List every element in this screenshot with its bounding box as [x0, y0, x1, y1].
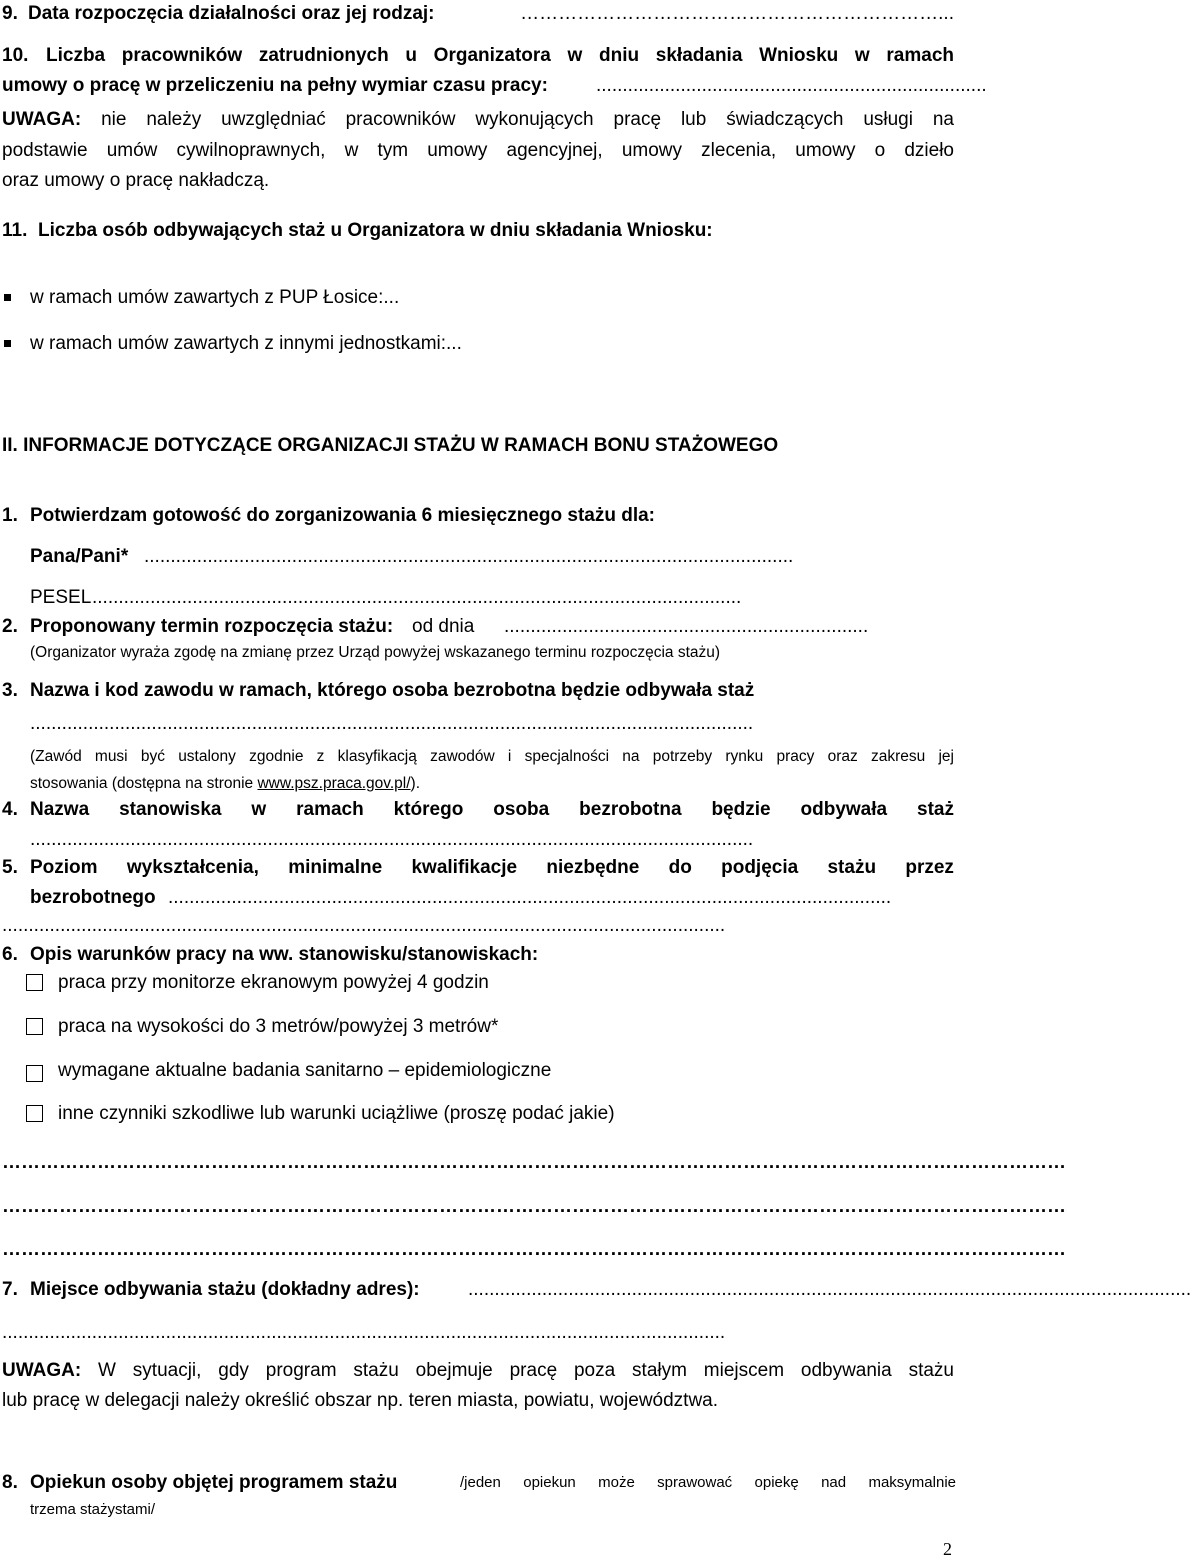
- q9-number: 9.: [2, 3, 18, 24]
- p6-number: 6.: [2, 944, 18, 965]
- p4-word: którego: [393, 799, 464, 820]
- p2-note-text: (Organizator wyraża zgodę na zmianę przez Urząd powyżej wskazanego terminu rozpoczęcia stażu): [30, 644, 721, 661]
- checkbox-icon[interactable]: [26, 974, 43, 991]
- q10-note-line1-text: nie należy uwzględniać pracowników wykonujących pracę lub świadczących usługi na: [101, 109, 954, 130]
- p7-note-line1-text: W sytuacji, gdy program stażu obejmuje pracę poza stałym miejscem odbywania stażu: [98, 1360, 954, 1381]
- p1-pesel-field[interactable]: ...........................................................................................................................: [92, 587, 742, 608]
- p6-answer-field-3[interactable]: ……………………………………………………………………………………………………………………………………………………: [2, 1239, 1066, 1260]
- p4-word: odbywała: [800, 799, 888, 820]
- p8-label: Opiekun osoby objętej programem stażu: [30, 1472, 398, 1493]
- p7-note1-text: [2, 1359, 954, 1383]
- q10-note-label: UWAGA:: [2, 109, 82, 130]
- p3-note2a: stosowania (dostępna na stronie: [30, 775, 254, 792]
- p1-label: Potwierdzam gotowość do zorganizowania 6 miesięcznego stażu dla:: [30, 505, 655, 526]
- p6-label: Opis warunków pracy na ww. stanowisku/stanowiskach:: [30, 944, 539, 965]
- p4-word: Nazwa: [30, 799, 90, 820]
- p2-od-label: od dnia: [412, 616, 475, 637]
- p6-option-2-label: praca na wysokości do 3 metrów/powyżej 3 metrów*: [58, 1016, 499, 1037]
- p7-number: 7.: [2, 1279, 18, 1300]
- p1-number: 1.: [2, 505, 18, 526]
- q11-number: 11.: [2, 220, 28, 241]
- p1-pesel-label: PESEL: [30, 587, 92, 608]
- p5-word: kwalifikacje: [411, 857, 518, 878]
- p8-number: 8.: [2, 1472, 18, 1493]
- q11-item1-text[interactable]: w ramach umów zawartych z PUP Łosice:...: [30, 287, 400, 308]
- q10-number: 10.: [2, 45, 29, 66]
- p8-note2: trzema stażystami/: [30, 1501, 156, 1518]
- p5-answer-field[interactable]: .........................................................................................................................................: [168, 887, 892, 908]
- p5-label-line2: bezrobotnego: [30, 887, 156, 908]
- p4-word: stanowiska: [119, 799, 222, 820]
- p5-word: przez: [905, 857, 954, 878]
- p8-note1: /jeden opiekun może sprawować opiekę nad maksymalnie: [460, 1474, 956, 1491]
- p4-number: 4.: [2, 799, 18, 820]
- p4-label: [30, 798, 954, 822]
- p3-number: 3.: [2, 680, 18, 701]
- q10-note-line3-text: oraz umowy o pracę nakładczą.: [2, 170, 270, 191]
- p6-answer-field-1[interactable]: ……………………………………………………………………………………………………………………………………………………: [2, 1152, 1066, 1173]
- q10-label-line2: umowy o pracę w przeliczeniu na pełny wymiar czasu pracy:: [2, 75, 548, 96]
- checkbox-icon[interactable]: [26, 1105, 43, 1122]
- p4-word: staż: [917, 799, 954, 820]
- p5-word: Poziom: [30, 857, 98, 878]
- bullet-icon: [4, 340, 11, 347]
- p5-answer-field-2[interactable]: .........................................................................................................................................: [2, 915, 726, 936]
- p6-option-3-label: wymagane aktualne badania sanitarno – epidemiologiczne: [58, 1060, 552, 1081]
- p5-word: niezbędne: [546, 857, 640, 878]
- p2-number: 2.: [2, 616, 18, 637]
- p4-word: osoba: [493, 799, 550, 820]
- q10-label-line1: Liczba pracowników zatrudnionych u Organizatora w dniu składania Wniosku w ramach: [46, 45, 954, 66]
- p5-number: 5.: [2, 857, 18, 878]
- p3-label: Nazwa i kod zawodu w ramach, którego osoba bezrobotna będzie odbywała staż: [30, 680, 755, 701]
- p4-answer-field[interactable]: .........................................................................................................................................: [30, 829, 754, 850]
- q9-answer-field[interactable]: …………………………………………………………...: [520, 3, 954, 24]
- p4-word: bezrobotna: [579, 799, 682, 820]
- p7-answer-field-2[interactable]: .........................................................................................................................................: [2, 1322, 726, 1343]
- p5-word: wykształcenia,: [126, 857, 259, 878]
- checkbox-icon[interactable]: [26, 1065, 43, 1082]
- p7-note-label: UWAGA:: [2, 1360, 82, 1381]
- p2-label: Proponowany termin rozpoczęcia stażu:: [30, 616, 394, 637]
- p6-answer-field-2[interactable]: ……………………………………………………………………………………………………………………………………………………: [2, 1196, 1066, 1217]
- section2-title-text: II. INFORMACJE DOTYCZĄCE ORGANIZACJI STAŻU W RAMACH BONU STAŻOWEGO: [2, 435, 779, 456]
- p7-note2-text: lub pracę w delegacji należy określić obszar np. teren miasta, powiatu, województwa.: [2, 1390, 719, 1411]
- psz-link[interactable]: www.psz.praca.gov.pl/: [257, 775, 411, 792]
- q11-item2-text[interactable]: w ramach umów zawartych z innymi jednostkami:...: [30, 333, 462, 354]
- p5-word: minimalne: [288, 857, 383, 878]
- p7-answer-field[interactable]: .........................................................................................................................................: [468, 1279, 1191, 1300]
- p2-date-field[interactable]: .....................................................................: [504, 616, 869, 637]
- p5-word: do: [668, 857, 692, 878]
- p6-option-1-label: praca przy monitorze ekranowym powyżej 4 godzin: [58, 972, 489, 993]
- p5-word: podjęcia: [721, 857, 799, 878]
- p1-pana-field[interactable]: ...........................................................................................................................: [144, 546, 794, 567]
- q10-note-line2-text: podstawie umów cywilnoprawnych, w tym umowy agencyjnej, umowy zlecenia, umowy o dzieło: [2, 140, 954, 161]
- p5-word: stażu: [827, 857, 877, 878]
- p1-pana-label: Pana/Pani*: [30, 546, 129, 567]
- checkbox-icon[interactable]: [26, 1018, 43, 1035]
- p4-word: w: [251, 799, 267, 820]
- p3-note2-text: [30, 773, 420, 795]
- p3-note1-text: (Zawód musi być ustalony zgodnie z klasyfikacją zawodów i specjalności na potrzeby rynku pracy oraz zakresu jej: [30, 748, 954, 765]
- q11-label: Liczba osób odbywających staż u Organizatora w dniu składania Wniosku:: [38, 220, 713, 241]
- p7-label: Miejsce odbywania stażu (dokładny adres):: [30, 1279, 420, 1300]
- p4-word: będzie: [711, 799, 771, 820]
- q10-note-text1: [2, 108, 954, 132]
- p4-word: ramach: [296, 799, 364, 820]
- p6-option-4-label: inne czynniki szkodliwe lub warunki uciążliwe (proszę podać jakie): [58, 1103, 615, 1124]
- page-number: 2: [943, 1539, 952, 1559]
- q9-label: Data rozpoczęcia działalności oraz jej rodzaj:: [28, 3, 435, 24]
- p5-label: [30, 856, 954, 880]
- p3-note2b: ).: [410, 775, 421, 792]
- bullet-icon: [4, 294, 11, 301]
- p3-answer-field[interactable]: .........................................................................................................................................: [30, 713, 754, 734]
- q10-answer-field[interactable]: ..........................................................................: [596, 75, 987, 96]
